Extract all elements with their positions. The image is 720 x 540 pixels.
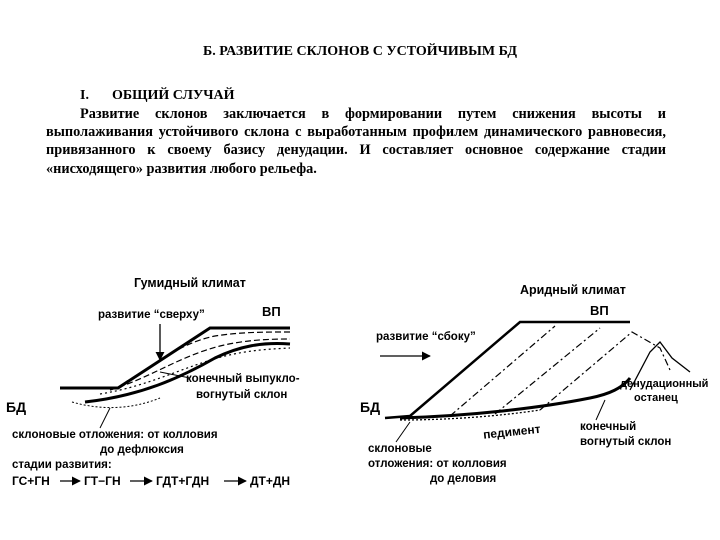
arid-deposits-label-2: отложения: от колловия [368,458,507,470]
humid-deposits-label-2: до дефлюксия [100,444,184,456]
stage-2: ГТ−ГН [84,474,121,488]
humid-bd-label: БД [6,399,27,415]
humid-stages-label: стадии развития: [12,459,112,471]
arid-title: Аридный климат [520,283,626,297]
arid-final-slope-pointer [596,400,605,420]
arid-deposits-label-1: склоновые [368,443,432,455]
arid-remnant-label-1: денудационный [620,378,709,390]
humid-deposits-label-1: склоновые отложения: от колловия [12,429,218,441]
humid-final-slope-label-2: вогнутый склон [196,389,288,401]
section-heading [80,88,235,104]
arid-profile-2 [495,328,600,414]
arid-deposits-label-3: до деловия [430,473,497,485]
section-number: I. [80,88,89,103]
humid-deposits-pointer [100,408,110,428]
slide-title: Б. РАЗВИТИЕ СКЛОНОВ С УСТОЙЧИВЫМ БД [203,44,517,59]
arid-final-slope-label-1: конечный [580,421,637,433]
slope-development-diagram [0,260,720,500]
arid-vp-label: ВП [590,303,609,318]
humid-profile-3 [100,348,290,394]
arid-pediment-label: педимент [482,421,542,442]
stage-4: ДТ+ДН [250,474,291,488]
humid-development-label: развитие “сверху” [98,309,205,321]
arid-deposits-pointer [396,422,410,442]
arid-bd-label: БД [360,399,381,415]
humid-vp-label: ВП [262,304,281,319]
humid-final-slope-label-1: конечный выпукло- [186,373,300,385]
arid-development-label: развитие “сбоку” [376,331,476,343]
humid-diagram [6,276,300,488]
stage-1: ГС+ГН [12,474,50,488]
section-heading-text: ОБЩИЙ СЛУЧАЙ [112,88,235,103]
arid-final-slope-label-2: вогнутый склон [580,436,672,448]
arid-remnant-label-2: останец [634,392,678,404]
arid-diagram [360,283,708,485]
humid-title: Гумидный климат [134,276,246,290]
section-paragraph: Развитие склонов заключается в формировании путем снижения высоты и выполаживания устойчивого склона с выработанным профилем динамического равновесия, привязанного к своему базису денудации. И составляет основное содержание стадии «нисходящего» развития любого рельефа. [46,106,666,177]
stage-3: ГДТ+ГДН [156,474,210,488]
